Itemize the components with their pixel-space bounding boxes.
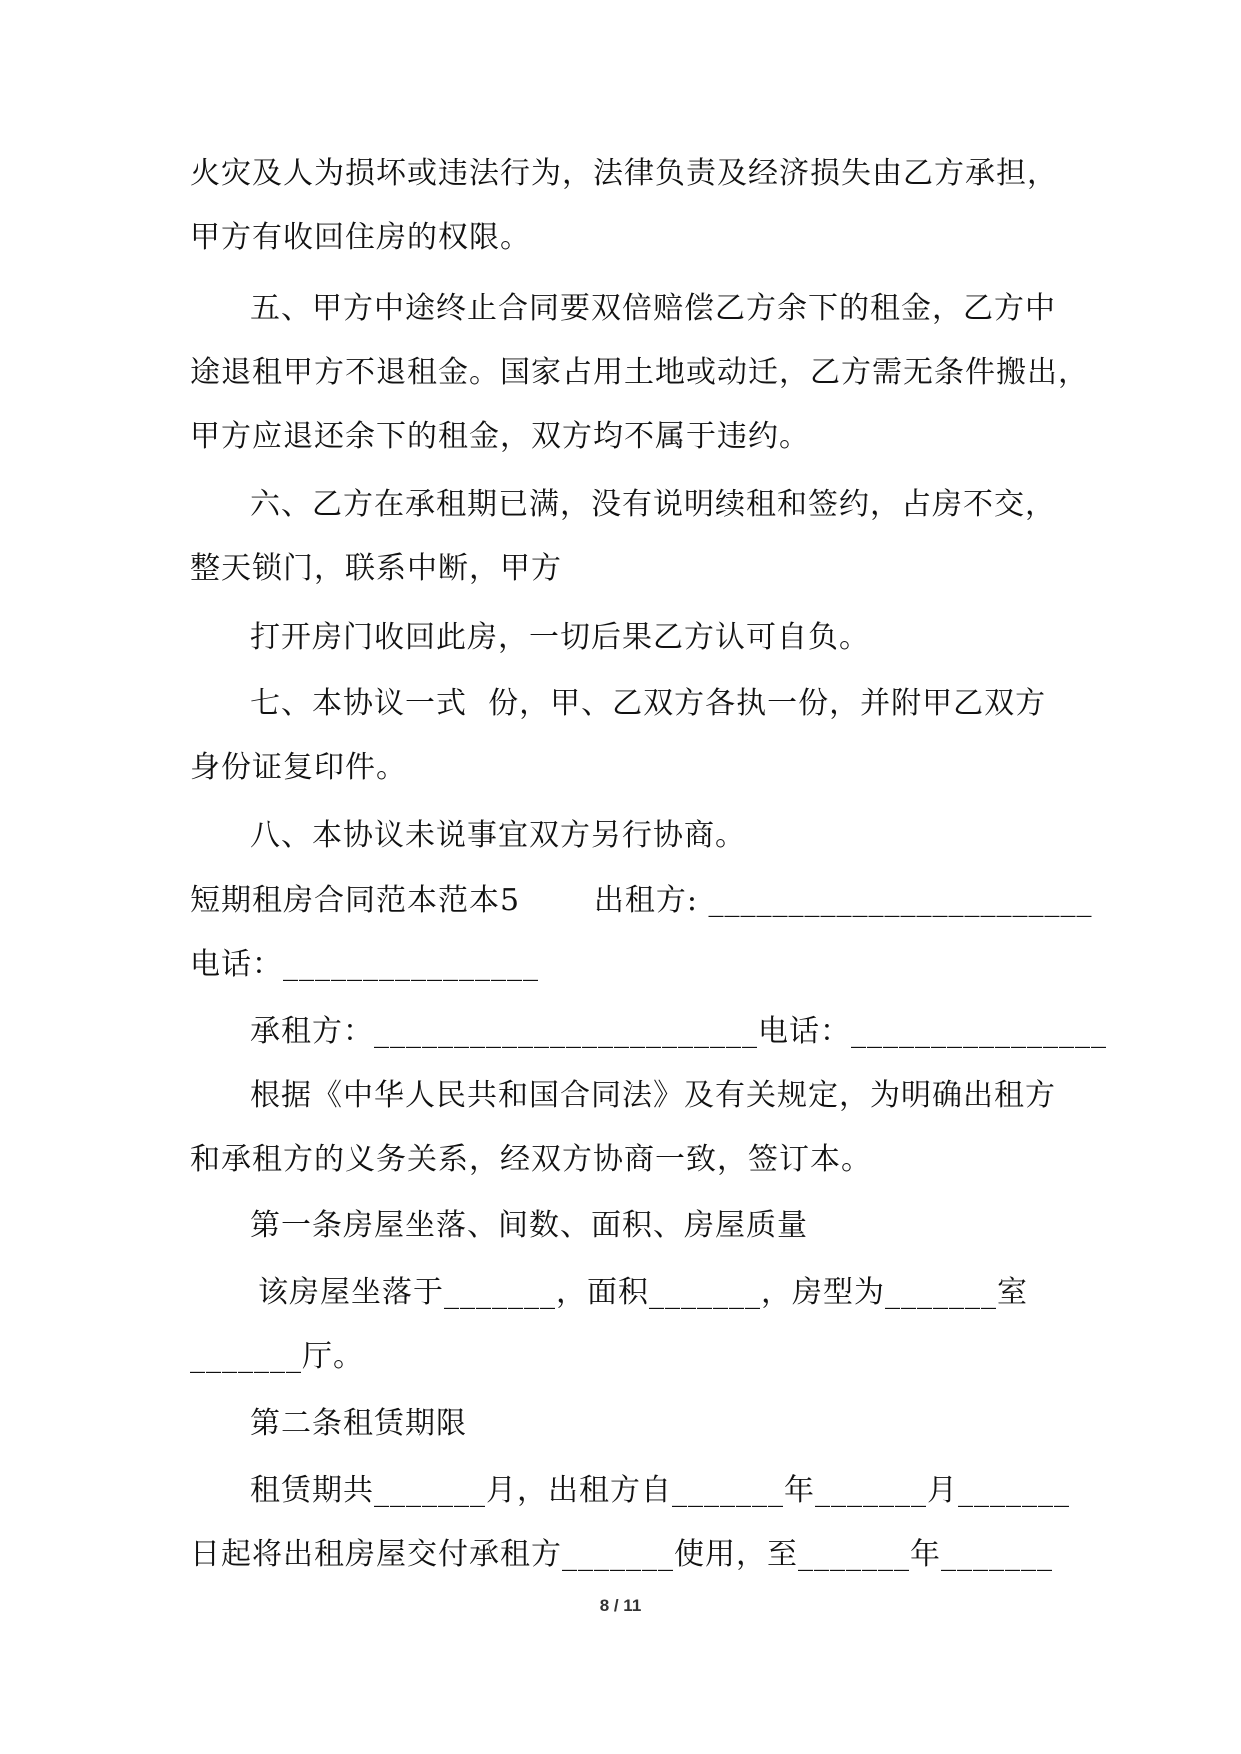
text-line: 火灾及人为损坏或违法行为，法律负责及经济损失由乙方承担， [190, 156, 1058, 191]
text-line: 七、本协议一式 份，甲、乙双方各执一份，并附甲乙双方 [250, 686, 1047, 721]
text-line: 短期租房合同范本范本5 出租方: ________________________ [190, 883, 1093, 918]
text-line: 五、甲方中途终止合同要双倍赔偿乙方余下的租金，乙方中 [250, 291, 1056, 326]
text-line: 甲方应退还余下的租金，双方均不属于违约。 [190, 419, 810, 454]
text-line: 八、本协议未说事宜双方另行协商。 [250, 818, 746, 853]
text-line: 途退租甲方不退租金。国家占用土地或动迁，乙方需无条件搬出， [190, 355, 1089, 390]
text-line: 第一条房屋坐落、间数、面积、房屋质量 [250, 1208, 808, 1243]
text-line: 租赁期共_______月，出租方自_______年_______月_______ [250, 1473, 1070, 1508]
text-line: 该房屋坐落于_______，面积_______，房型为_______室 [258, 1275, 1028, 1310]
text-line: 打开房门收回此房，一切后果乙方认可自负。 [250, 620, 870, 655]
text-line: 第二条租赁期限 [250, 1406, 467, 1441]
text-line: 甲方有收回住房的权限。 [190, 220, 531, 255]
text-line: 和承租方的义务关系，经双方协商一致，签订本。 [190, 1142, 872, 1177]
text-line: 日起将出租房屋交付承租方_______使用，至_______年_______ [190, 1537, 1053, 1572]
text-line: 承租方：________________________电话：________________ [250, 1014, 1107, 1049]
page-number: 8 / 11 [599, 1596, 642, 1615]
text-line: 身份证复印件。 [190, 750, 407, 785]
text-line: _______厅。 [190, 1339, 364, 1374]
text-line: 根据《中华人民共和国合同法》及有关规定，为明确出租方 [250, 1078, 1056, 1113]
text-line: 整天锁门，联系中断，甲方 [190, 551, 562, 586]
text-line: 六、乙方在承租期已满，没有说明续租和签约，占房不交， [250, 487, 1056, 522]
text-line: 电话：________________ [190, 947, 539, 982]
